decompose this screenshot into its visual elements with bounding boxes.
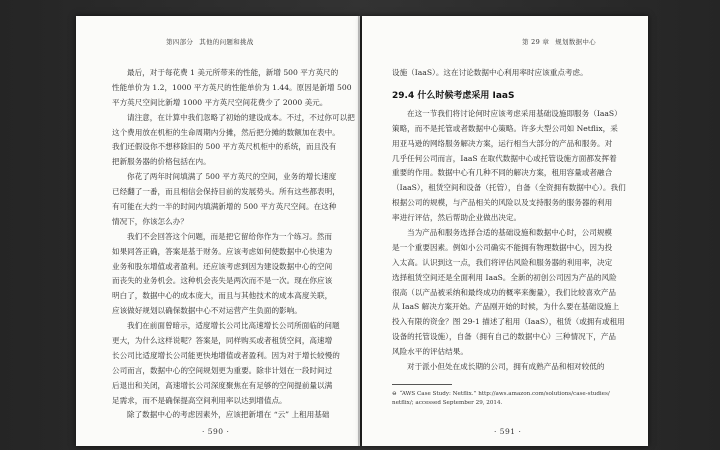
text-line: 根据公司的规模，与产品相关的风险以及支持服务的服务器的利用: [392, 198, 613, 208]
part-label: 第四部分: [166, 38, 194, 46]
section-heading: 29.4 什么时候考虑采用 IaaS: [392, 90, 515, 101]
text-line: 除了数据中心的考虑因素外，应该把新增在 “云” 上租用基础: [127, 410, 330, 420]
text-line: 在这一节我们将讨论何时应该考虑采用基础设施即服务（IaaS）: [407, 108, 622, 118]
right-page: [362, 16, 648, 446]
chapter-label: 第 29 章: [521, 38, 550, 46]
text-line: 设备的托管设施），自备（拥有自己的数据中心）三种情况下，产品: [392, 332, 617, 342]
text-line: 已经翻了一番，而且相信会保持目前的发展势头。所有这些都表明，: [112, 187, 340, 197]
text-line: 对于派小但处在成长期的公司，拥有成熟产品和相对较低的: [407, 362, 605, 372]
text-line: 应该做好规划以确保数据中心不对运营产生负面的影响。: [112, 306, 302, 316]
text-line: 很高（以产品被采纳和最终成功的概率来衡量），我们比较喜欢产品: [392, 287, 617, 297]
footnote-divider: [392, 384, 452, 385]
text-line: 几乎任何公司而言，IaaS 在取代数据中心或托管设施方面都发挥着: [392, 153, 617, 163]
text-line: 率进行评估，然后帮助企业做出决定。: [392, 213, 522, 223]
footnote-text: “AWS Case Study: Netflix.” http://aws.amazon.com/solutions/case-studies/: [399, 391, 610, 397]
part-title: 其他的问题和挑战: [199, 38, 254, 46]
text-line: 我们在前面曾暗示，适度增长公司比高速增长公司所面临的问题: [127, 321, 340, 331]
chapter-title: 规划数据中心: [555, 38, 596, 46]
left-body-text: [112, 66, 355, 423]
text-line: 当为产品和服务选择合适的基础设施和数据中心时，公司规模: [407, 228, 613, 238]
footnote-line: [392, 390, 628, 399]
text-line: 重要的作用。数据中心有几种不同的解决方案，租用容量或者融合: [392, 168, 613, 178]
text-line: 投入有限的资金？图 29-1 描述了租用（IaaS），租赁（或拥有或租用: [392, 317, 625, 327]
text-line: 策略，而不是托管或者数据中心策略。许多大型公司如 Netflix，采: [392, 123, 618, 133]
text-line: 业务和股东增值或者盈利。还应该考虑到因为建设数据中心的空间: [112, 261, 333, 271]
text-line: 我们还假设你不想移除旧的 500 平方英尺机柜中的系统，而且没有: [112, 142, 337, 152]
text-line: 从 IaaS 解决方案开始。产品刚开始的时候，为什么要在基础设施上: [392, 302, 620, 312]
text-line: 情况下，你该怎么办？: [112, 216, 188, 226]
text-line: 用亚马逊的网络服务解决方案，运行相当大部分的产品和服务。对: [392, 138, 613, 148]
text-line: 平方英尺空间比新增 1000 平方英尺空间花费少了 2000 美元。: [112, 97, 328, 107]
text-line: 入太高。认识到这一点，我们将评估风险和服务器的利用率，决定: [392, 257, 613, 267]
text-line: 你花了两年时间填满了 500 平方英尺的空间，业务的增长速度: [127, 172, 337, 182]
footnote-line: netflix/; accessed September 29, 2014.: [392, 400, 503, 406]
text-line: 选择租赁空间还是全面利用 IaaS。全新的初创公司因为产品的风险: [392, 272, 617, 282]
left-running-header: [166, 37, 254, 46]
text-line: 这个费用放在机柜的生命周期内分摊，然后把分摊的数额加在表中。: [112, 127, 340, 137]
right-running-header: [522, 37, 596, 46]
text-line: 把新服务器的价格包括在内。: [112, 157, 211, 167]
text-line: 请注意，在计算中我们忽略了初始的建设成本。不过，不过你可以把: [127, 112, 355, 122]
text-line: 明白了，数据中心的成本庞大，而且与其他技术的成本高度关联，: [112, 291, 333, 301]
footnote-mark: ⊖: [392, 391, 397, 397]
text-line: 是一个重要因素。例如小公司确实不能拥有物理数据中心，因为投: [392, 242, 613, 252]
right-body-text: [392, 66, 626, 375]
right-page-number: · 591 ·: [494, 427, 522, 436]
text-line: 性能单价为 1.2，1000 平方英尺的性能单价为 1.44。原因是新增 500: [112, 82, 352, 92]
text-line: （IaaS），租赁空间和设备（托管），自备（全资拥有数据中心）。我们: [392, 183, 626, 193]
text-line: 长公司比适度增长公司能更快地增值或者盈利。因为对于增长较慢的: [112, 350, 340, 360]
text-line: 我们不会回答这个问题，而是把它留给你作为一个练习。然而: [127, 231, 333, 241]
text-line: 而丧失的业务机会。这种机会丧失是两次而不是一次。现在你应该: [112, 276, 333, 286]
text-line: 最后，对于每花费 1 美元所带来的性能，新增 500 平方英尺的: [127, 68, 339, 77]
text-line: 如果同答正确，答案是基于财务。应该考虑如何使数据中心快速为: [112, 246, 333, 256]
text-line: 有可能在大约一半的时间内填满新增的 500 平方英尺空间。在这种: [112, 202, 337, 212]
left-page: [76, 16, 360, 446]
text-line: 足需求，而不是确保提高空间利用率以达到增值点。: [112, 395, 287, 405]
text-line: 后退出和关闭，高速增长公司深度聚焦在有足够的空间提前量以满: [112, 380, 333, 390]
footnote: [392, 390, 628, 408]
text-line: 设施（IaaS）。这在讨论数据中心利用率时应该重点考虑。: [392, 68, 588, 77]
left-page-number: · 590 ·: [202, 427, 230, 436]
text-line: 公司而言，数据中心的空间规划更为重要。除非计划在一段时间过: [112, 365, 333, 375]
text-line: 风险水平的评估结果。: [392, 347, 468, 357]
text-line: 更大，为什么这样说呢？答案是，同样购买或者租赁空间，高速增: [112, 336, 333, 346]
